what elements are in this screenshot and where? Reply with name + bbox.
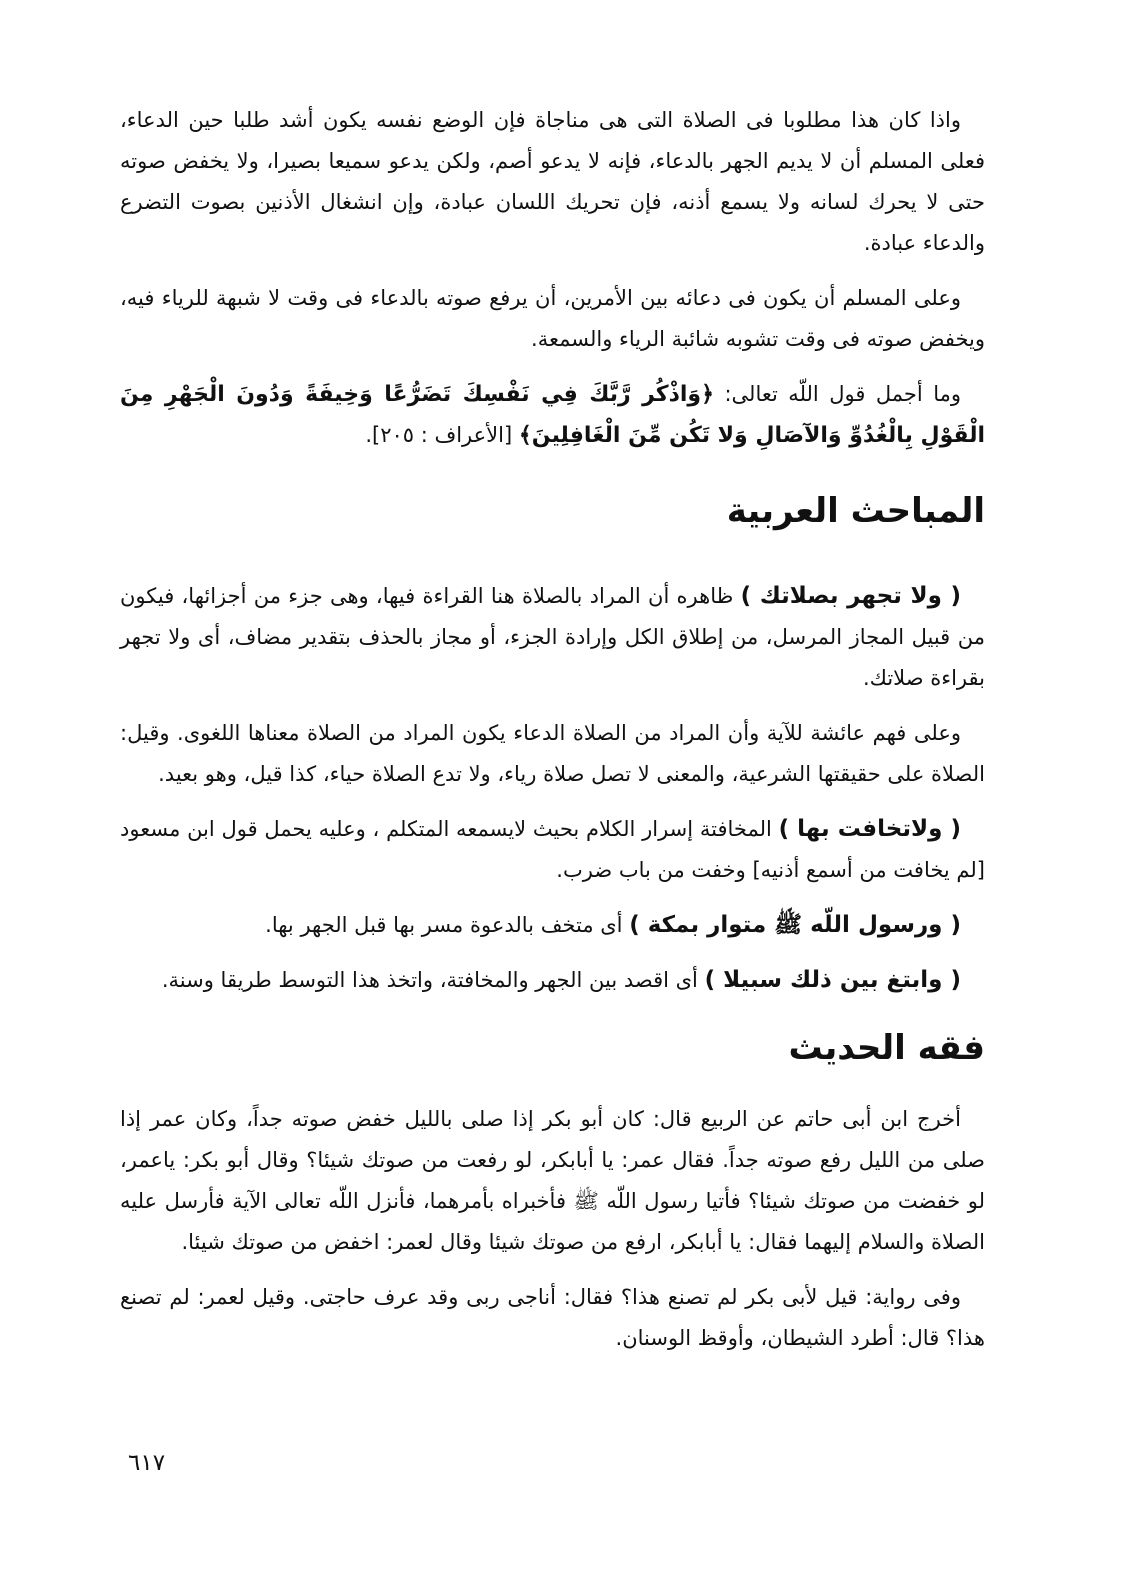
quran-verse: ﴿وَاذْكُر رَّبَّكَ فِي نَفْسِكَ تَضَرُّعًا وَخِيفَةً وَدُونَ الْجَهْرِ مِنَ الْقَوْلِ بِالْغُدُوِّ وَالآصَالِ وَلا تَكُن مِّنَ الْغَافِلِينَ﴾ bbox=[120, 382, 985, 448]
entry-text: وعلى فهم عائشة للآية وأن المراد من الصلاة الدعاء يكون المراد من الصلاة معناها اللغوى. وقيل: الصلاة على حقيقتها الشرعية، والمعنى لا تصل صلاة رياء، ولا تدع الصلاة حياء، كذا قيل، وهو بعيد. bbox=[120, 721, 985, 786]
quote-intro: وما أجمل قول اللّه تعالى: bbox=[713, 382, 961, 406]
paragraph-narration: وفى رواية: قيل لأبى بكر لم تصنع هذا؟ فقال: أناجى ربى وقد عرف حاجتى. وقيل لعمر: لم تصنع هذا؟ قال: أطرد الشيطان، وأوقظ الوسنان. bbox=[120, 1285, 985, 1350]
entry-text: المخافتة إسرار الكلام بحيث لايسمعه المتكلم ، وعليه يحمل قول ابن مسعود [لم يخافت من أسمع أذنيه] وخفت من باب ضرب. bbox=[120, 817, 985, 882]
verse-reference: [الأعراف : ٢٠٥]. bbox=[365, 423, 513, 447]
entry-term: ( وابتغ بين ذلك سبيلا ) bbox=[704, 967, 961, 993]
entry-text: أى متخف بالدعوة مسر بها قبل الجهر بها. bbox=[265, 913, 630, 937]
entry-paragraph bbox=[120, 809, 985, 891]
quote-paragraph bbox=[120, 374, 985, 456]
entry-term: ( ولا تجهر بصلاتك ) bbox=[740, 583, 961, 609]
section-title-arabic-studies: المباحث العربية bbox=[726, 491, 985, 531]
section-title-hadith-fiqh: فقه الحديث bbox=[788, 1028, 985, 1068]
paragraph-dua-intro: واذا كان هذا مطلوبا فى الصلاة التى هى مناجاة فإن الوضع نفسه يكون أشد طلبا حين الدعاء، فعلى المسلم أن لا يديم الجهر بالدعاء، فإنه لا يدعو أصم، ولكن يدعو سميعا بصيرا، ولا يخفض صوته حتى لا يحرك لسانه ولا يسمع أذنه، فإن تحريك اللسان عبادة، وإن انشغال الأذنين بصوت التضرع والدعاء عبادة. bbox=[120, 108, 985, 255]
entry-paragraph bbox=[120, 960, 985, 1001]
entry-paragraph bbox=[120, 905, 985, 946]
entry-text: أى اقصد بين الجهر والمخافتة، واتخذ هذا التوسط طريقا وسنة. bbox=[161, 968, 705, 992]
entry-term: ( ولاتخافت بها ) bbox=[778, 816, 961, 842]
entry-text: ظاهره أن المراد بالصلاة هنا القراءة فيها، وهى جزء من أجزائها، فيكون من قبيل المجاز المرسل، من إطلاق الكل وإرادة الجزء، أو مجاز بالحذف بتقدير مضاف، أى ولا تجهر بقراءة صلاتك. bbox=[120, 584, 985, 690]
paragraph-narration: أخرج ابن أبى حاتم عن الربيع قال: كان أبو بكر إذا صلى بالليل خفض صوته جداً، وكان عمر إذا صلى من الليل رفع صوته جداً. فقال عمر: يا أبابكر، لو رفعت من صوتك شيئا؟ وقال أبو بكر: ياعمر، لو خفضت من صوتك شيئا؟ فأتيا رسول اللّه ﷺ فأخبراه بأمرهما، فأنزل اللّه تعالى الآية فأرسل عليه الصلاة والسلام إليهما فقال: يا أبابكر، ارفع من صوتك شيئا وقال لعمر: اخفض من صوتك شيئا. bbox=[120, 1107, 985, 1254]
entry-paragraph bbox=[120, 576, 985, 699]
paragraph-dua-balance: وعلى المسلم أن يكون فى دعائه بين الأمرين، أن يرفع صوته بالدعاء فى وقت لا شبهة للرياء فيه، ويخفض صوته فى وقت تشوبه شائبة الرياء والسمعة. bbox=[120, 286, 985, 351]
page-body bbox=[120, 100, 985, 1373]
entry-term: ( ورسول اللّه ﷺ متوار بمكة ) bbox=[629, 912, 961, 938]
entry-paragraph bbox=[120, 713, 985, 795]
page-number: ٦١٧ bbox=[128, 1450, 166, 1476]
